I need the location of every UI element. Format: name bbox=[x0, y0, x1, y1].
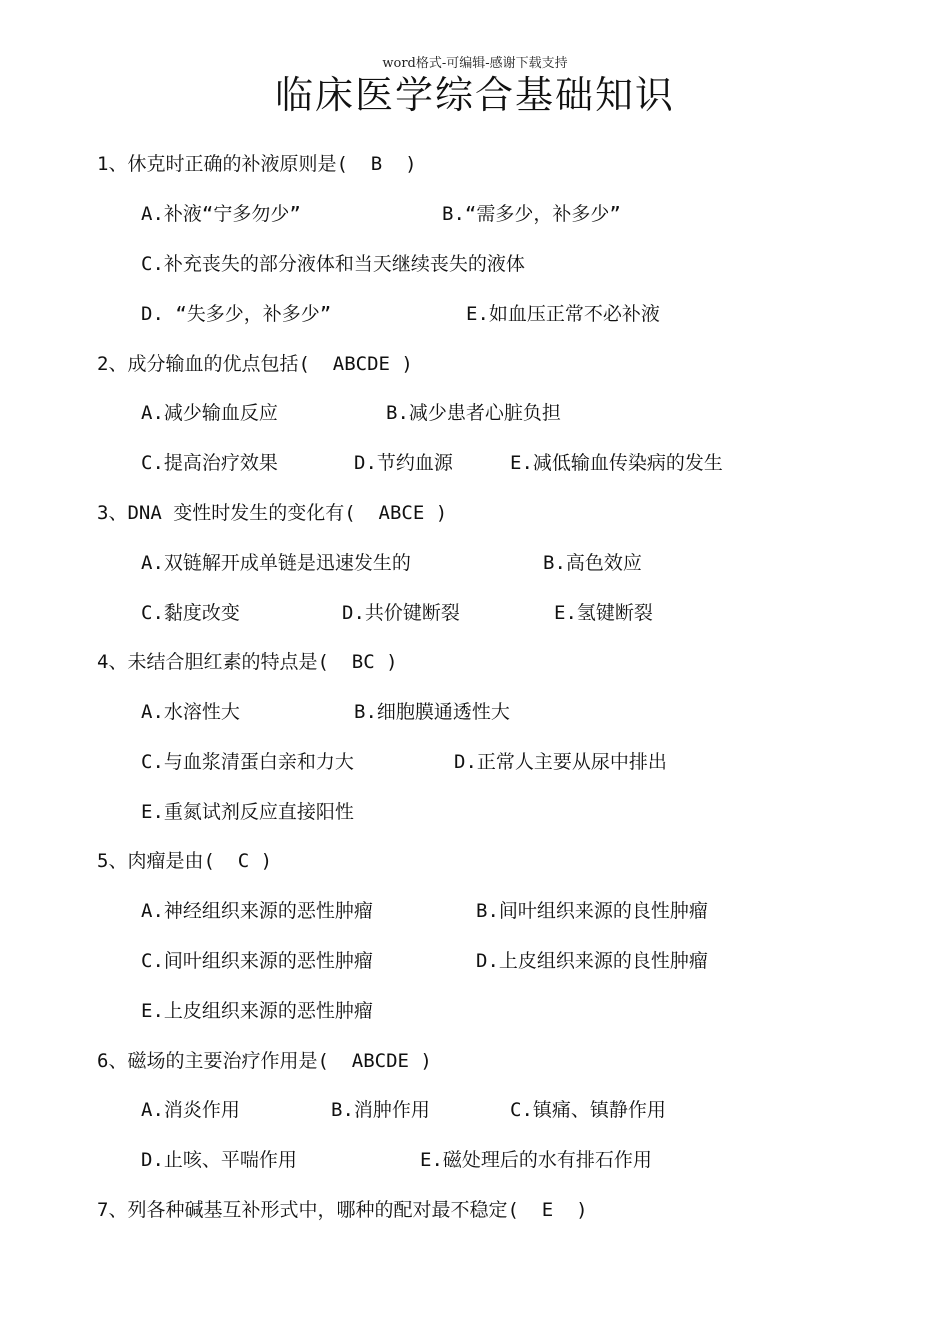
question-3-option-e: E.氢键断裂 bbox=[554, 602, 653, 624]
question-1-option-d: D. “失多少，补多少” bbox=[141, 303, 332, 325]
question-1-stem: 1、休克时正确的补液原则是( B ) bbox=[97, 153, 417, 175]
question-5-option-a: A.神经组织来源的恶性肿瘤 bbox=[141, 900, 373, 922]
question-5-option-c: C.间叶组织来源的恶性肿瘤 bbox=[141, 950, 373, 972]
question-6-option-a: A.消炎作用 bbox=[141, 1099, 240, 1121]
question-2-stem: 2、成分输血的优点包括( ABCDE ) bbox=[97, 353, 413, 375]
question-5-option-b: B.间叶组织来源的良性肿瘤 bbox=[476, 900, 708, 922]
question-4-option-b: B.细胞膜通透性大 bbox=[354, 701, 510, 723]
page-title: 临床医学综合基础知识 bbox=[274, 73, 675, 117]
question-3-stem: 3、DNA 变性时发生的变化有( ABCE ) bbox=[97, 502, 448, 524]
question-4-option-d: D.正常人主要从尿中排出 bbox=[454, 751, 667, 773]
question-1-option-a: A.补液“宁多勿少” bbox=[141, 203, 301, 225]
question-6-option-b: B.消肿作用 bbox=[331, 1099, 430, 1121]
question-5-option-d: D.上皮组织来源的良性肿瘤 bbox=[476, 950, 708, 972]
question-4-option-a: A.水溶性大 bbox=[141, 701, 240, 723]
header-note: word格式-可编辑-感谢下载支持 bbox=[382, 56, 568, 71]
question-6-option-c: C.镇痛、镇静作用 bbox=[510, 1099, 666, 1121]
question-5-stem: 5、肉瘤是由( C ) bbox=[97, 850, 273, 872]
question-2-option-a: A.减少输血反应 bbox=[141, 402, 278, 424]
question-3-option-d: D.共价键断裂 bbox=[342, 602, 460, 624]
question-2-option-e: E.减低输血传染病的发生 bbox=[510, 452, 723, 474]
question-5-option-e: E.上皮组织来源的恶性肿瘤 bbox=[141, 1000, 373, 1022]
question-7-stem: 7、列各种碱基互补形式中，哪种的配对最不稳定( E ) bbox=[97, 1199, 588, 1221]
question-6-stem: 6、磁场的主要治疗作用是( ABCDE ) bbox=[97, 1050, 432, 1072]
question-2-option-b: B.减少患者心脏负担 bbox=[386, 402, 561, 424]
question-4-option-c: C.与血浆清蛋白亲和力大 bbox=[141, 751, 354, 773]
question-3-option-b: B.高色效应 bbox=[543, 552, 642, 574]
question-2-option-d: D.节约血源 bbox=[354, 452, 453, 474]
question-3-option-c: C.黏度改变 bbox=[141, 602, 240, 624]
question-1-option-b: B.“需多少，补多少” bbox=[442, 203, 621, 225]
question-3-option-a: A.双链解开成单链是迅速发生的 bbox=[141, 552, 411, 574]
question-6-option-d: D.止咳、平喘作用 bbox=[141, 1149, 297, 1171]
question-6-option-e: E.磁处理后的水有排石作用 bbox=[420, 1149, 652, 1171]
question-1-option-e: E.如血压正常不必补液 bbox=[466, 303, 660, 325]
question-4-stem: 4、未结合胆红素的特点是( BC ) bbox=[97, 651, 398, 673]
question-2-option-c: C.提高治疗效果 bbox=[141, 452, 278, 474]
question-1-option-c: C.补充丧失的部分液体和当天继续丧失的液体 bbox=[141, 253, 525, 275]
question-4-option-e: E.重氮试剂反应直接阳性 bbox=[141, 801, 354, 823]
